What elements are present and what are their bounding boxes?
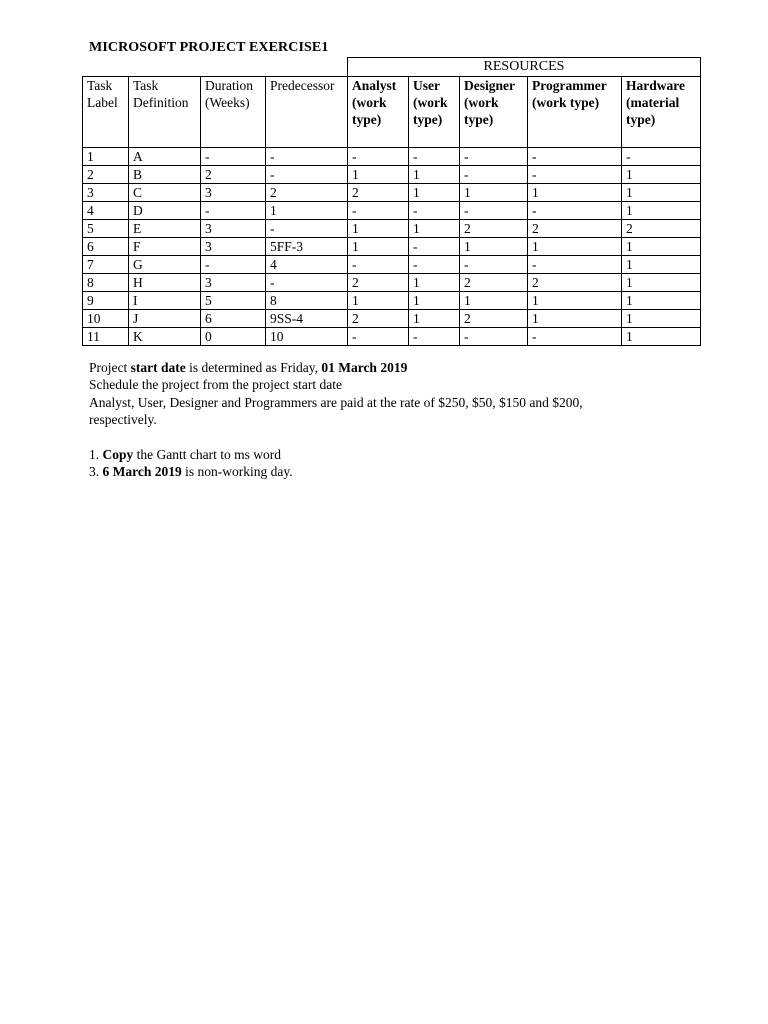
rates-note-line2: respectively. xyxy=(89,412,157,427)
cell-analyst: 1 xyxy=(348,238,409,256)
header-user: User (work type) xyxy=(409,77,460,148)
cell-task-label: 5 xyxy=(83,220,129,238)
item1-bold: Copy xyxy=(102,447,134,462)
cell-user: 1 xyxy=(409,310,460,328)
cell-task-label: 4 xyxy=(83,202,129,220)
cell-programmer: 2 xyxy=(528,220,622,238)
cell-duration: 5 xyxy=(201,292,266,310)
cell-designer: 1 xyxy=(460,184,528,202)
cell-analyst: - xyxy=(348,256,409,274)
cell-task-label: 1 xyxy=(83,148,129,166)
cell-programmer: - xyxy=(528,202,622,220)
table-row xyxy=(83,202,701,220)
start-date-bold: start date xyxy=(130,360,186,375)
cell-user: - xyxy=(409,256,460,274)
document-title: MICROSOFT PROJECT EXERCISE1 xyxy=(89,40,329,55)
cell-predecessor: - xyxy=(266,220,348,238)
cell-hardware: 1 xyxy=(622,328,701,346)
cell-analyst: 2 xyxy=(348,274,409,292)
cell-task-definition: E xyxy=(129,220,201,238)
cell-duration: - xyxy=(201,202,266,220)
cell-predecessor: 8 xyxy=(266,292,348,310)
cell-duration: 2 xyxy=(201,166,266,184)
cell-designer: - xyxy=(460,328,528,346)
cell-designer: 2 xyxy=(460,274,528,292)
cell-user: 1 xyxy=(409,166,460,184)
cell-hardware: 1 xyxy=(622,256,701,274)
cell-task-definition: K xyxy=(129,328,201,346)
cell-hardware: 1 xyxy=(622,292,701,310)
cell-task-label: 3 xyxy=(83,184,129,202)
cell-analyst: - xyxy=(348,202,409,220)
cell-designer: - xyxy=(460,148,528,166)
cell-task-label: 7 xyxy=(83,256,129,274)
header-programmer: Programmer (work type) xyxy=(528,77,622,148)
cell-user: 1 xyxy=(409,220,460,238)
cell-duration: 3 xyxy=(201,238,266,256)
blank-header-cell xyxy=(83,58,348,77)
cell-duration: 3 xyxy=(201,184,266,202)
cell-predecessor: 5FF-3 xyxy=(266,238,348,256)
cell-task-definition: A xyxy=(129,148,201,166)
cell-duration: 6 xyxy=(201,310,266,328)
column-header-row xyxy=(83,77,701,148)
cell-designer: 2 xyxy=(460,220,528,238)
cell-predecessor: - xyxy=(266,166,348,184)
cell-duration: - xyxy=(201,256,266,274)
cell-task-definition: H xyxy=(129,274,201,292)
table-row xyxy=(83,184,701,202)
cell-task-label: 10 xyxy=(83,310,129,328)
cell-hardware: 2 xyxy=(622,220,701,238)
cell-programmer: 1 xyxy=(528,292,622,310)
cell-analyst: 1 xyxy=(348,220,409,238)
cell-task-definition: G xyxy=(129,256,201,274)
header-task-definition: Task Definition xyxy=(129,77,201,148)
cell-user: - xyxy=(409,148,460,166)
table-row xyxy=(83,310,701,328)
cell-programmer: - xyxy=(528,148,622,166)
cell-designer: 1 xyxy=(460,238,528,256)
cell-programmer: - xyxy=(528,328,622,346)
cell-designer: 2 xyxy=(460,310,528,328)
cell-duration: 3 xyxy=(201,274,266,292)
cell-predecessor: - xyxy=(266,148,348,166)
cell-user: - xyxy=(409,202,460,220)
cell-designer: - xyxy=(460,166,528,184)
item1-text: the Gantt chart to ms word xyxy=(133,447,281,462)
table-row xyxy=(83,328,701,346)
start-date-note xyxy=(89,359,689,376)
cell-user: - xyxy=(409,238,460,256)
cell-hardware: 1 xyxy=(622,238,701,256)
cell-programmer: - xyxy=(528,256,622,274)
cell-designer: 1 xyxy=(460,292,528,310)
cell-predecessor: 1 xyxy=(266,202,348,220)
cell-task-definition: J xyxy=(129,310,201,328)
header-predecessor: Predecessor xyxy=(266,77,348,148)
item3-number: 3. xyxy=(89,464,103,479)
cell-task-definition: B xyxy=(129,166,201,184)
table-row xyxy=(83,166,701,184)
item3-text: is non-working day. xyxy=(181,464,293,479)
cell-programmer: 1 xyxy=(528,310,622,328)
cell-predecessor: 4 xyxy=(266,256,348,274)
cell-user: - xyxy=(409,328,460,346)
cell-designer: - xyxy=(460,202,528,220)
header-designer: Designer (work type) xyxy=(460,77,528,148)
start-date-mid: is determined as Friday, xyxy=(185,360,322,375)
header-analyst: Analyst (work type) xyxy=(348,77,409,148)
table-row xyxy=(83,274,701,292)
instruction-item-3 xyxy=(89,463,689,480)
cell-task-label: 9 xyxy=(83,292,129,310)
cell-task-label: 2 xyxy=(83,166,129,184)
cell-analyst: - xyxy=(348,148,409,166)
cell-analyst: 1 xyxy=(348,292,409,310)
schedule-note: Schedule the project from the project start date xyxy=(89,377,343,392)
cell-hardware: 1 xyxy=(622,184,701,202)
cell-hardware: 1 xyxy=(622,310,701,328)
instruction-item-1 xyxy=(89,446,689,463)
cell-programmer: 1 xyxy=(528,238,622,256)
cell-analyst: 1 xyxy=(348,166,409,184)
header-duration: Duration (Weeks) xyxy=(201,77,266,148)
resources-group-row xyxy=(83,58,701,77)
resource-table xyxy=(82,57,701,346)
cell-hardware: - xyxy=(622,148,701,166)
cell-programmer: 1 xyxy=(528,184,622,202)
cell-task-label: 6 xyxy=(83,238,129,256)
table-row xyxy=(83,256,701,274)
cell-task-definition: C xyxy=(129,184,201,202)
cell-hardware: 1 xyxy=(622,274,701,292)
cell-user: 1 xyxy=(409,292,460,310)
table-row xyxy=(83,220,701,238)
header-task-label: Task Label xyxy=(83,77,129,148)
cell-duration: 3 xyxy=(201,220,266,238)
cell-hardware: 1 xyxy=(622,202,701,220)
item1-number: 1. xyxy=(89,447,103,462)
resources-header: RESOURCES xyxy=(348,58,701,77)
cell-predecessor: - xyxy=(266,274,348,292)
table-row xyxy=(83,238,701,256)
start-date-value: 01 March 2019 xyxy=(321,360,408,375)
header-hardware: Hardware (material type) xyxy=(622,77,701,148)
cell-task-definition: I xyxy=(129,292,201,310)
cell-user: 1 xyxy=(409,184,460,202)
cell-task-label: 8 xyxy=(83,274,129,292)
cell-task-label: 11 xyxy=(83,328,129,346)
start-date-prefix: Project xyxy=(89,360,131,375)
cell-task-definition: F xyxy=(129,238,201,256)
cell-designer: - xyxy=(460,256,528,274)
table-row xyxy=(83,148,701,166)
cell-task-definition: D xyxy=(129,202,201,220)
cell-hardware: 1 xyxy=(622,166,701,184)
cell-predecessor: 9SS-4 xyxy=(266,310,348,328)
cell-programmer: - xyxy=(528,166,622,184)
cell-predecessor: 10 xyxy=(266,328,348,346)
cell-analyst: 2 xyxy=(348,184,409,202)
cell-analyst: 2 xyxy=(348,310,409,328)
item3-bold: 6 March 2019 xyxy=(102,464,182,479)
cell-analyst: - xyxy=(348,328,409,346)
cell-predecessor: 2 xyxy=(266,184,348,202)
rates-note-line1: Analyst, User, Designer and Programmers are paid at the rate of $250, $50, $150 and $200, xyxy=(89,395,583,410)
cell-duration: 0 xyxy=(201,328,266,346)
cell-duration: - xyxy=(201,148,266,166)
cell-programmer: 2 xyxy=(528,274,622,292)
table-row xyxy=(83,292,701,310)
cell-user: 1 xyxy=(409,274,460,292)
